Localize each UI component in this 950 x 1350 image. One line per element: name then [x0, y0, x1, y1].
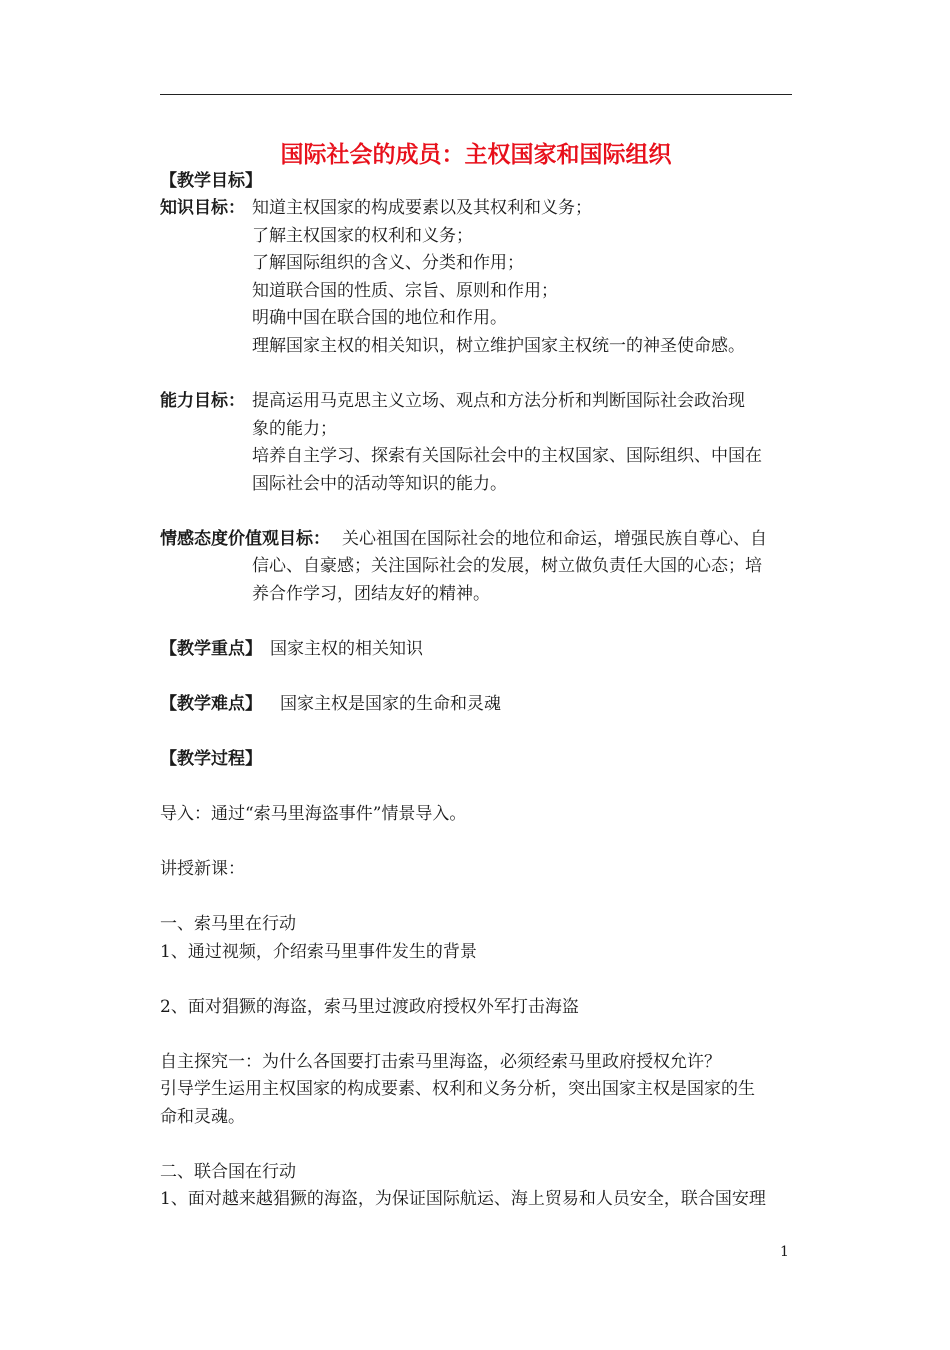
- key-point-text: 国家主权的相关知识: [270, 639, 423, 659]
- knowledge-line: 明确中国在联合国的地位和作用。: [252, 308, 507, 328]
- body-line: 2、面对猖獗的海盗，索马里过渡政府授权外军打击海盗: [160, 997, 579, 1017]
- knowledge-line: 知道主权国家的构成要素以及其权利和义务；: [252, 198, 592, 218]
- knowledge-line: 知道联合国的性质、宗旨、原则和作用；: [252, 281, 558, 301]
- ability-line: 象的能力；: [252, 419, 337, 439]
- body-line: 1、通过视频，介绍索马里事件发生的背景: [160, 942, 477, 962]
- difficulty-text: 国家主权是国家的生命和灵魂: [280, 694, 501, 714]
- difficulty-label: 【教学难点】: [160, 694, 262, 714]
- knowledge-line: 了解国际组织的含义、分类和作用；: [252, 253, 524, 273]
- body-line: 导入：通过“索马里海盗事件”情景导入。: [160, 804, 467, 824]
- section-heading: 二、联合国在行动: [160, 1162, 296, 1182]
- emotion-line: 关心祖国在国际社会的地位和命运，增强民族自尊心、自: [342, 529, 767, 549]
- body-line: 命和灵魂。: [160, 1107, 245, 1127]
- ability-label: 能力目标：: [160, 391, 245, 411]
- knowledge-line: 了解主权国家的权利和义务；: [252, 226, 473, 246]
- emotion-label: 情感态度价值观目标：: [160, 529, 330, 549]
- ability-line: 培养自主学习、探索有关国际社会中的主权国家、国际组织、中国在: [252, 446, 762, 466]
- page-number: 1: [780, 1244, 789, 1260]
- ability-line: 提高运用马克思主义立场、观点和方法分析和判断国际社会政治现: [252, 391, 745, 411]
- emotion-line: 养合作学习，团结友好的精神。: [252, 584, 490, 604]
- goals-heading: 【教学目标】: [160, 171, 262, 191]
- body-line: 讲授新课：: [160, 859, 245, 879]
- section-heading: 一、索马里在行动: [160, 914, 296, 934]
- body-line: 1、面对越来越猖獗的海盗，为保证国际航运、海上贸易和人员安全，联合国安理: [160, 1189, 766, 1209]
- knowledge-label: 知识目标：: [160, 198, 245, 218]
- emotion-line: 信心、自豪感；关注国际社会的发展，树立做负责任大国的心态；培: [252, 556, 762, 576]
- knowledge-line: 理解国家主权的相关知识，树立维护国家主权统一的神圣使命感。: [252, 336, 745, 356]
- header-rule: [160, 94, 792, 95]
- process-heading: 【教学过程】: [160, 749, 262, 769]
- ability-line: 国际社会中的活动等知识的能力。: [252, 474, 507, 494]
- body-line: 自主探究一：为什么各国要打击索马里海盗，必须经索马里政府授权允许？: [160, 1052, 721, 1072]
- body-line: 引导学生运用主权国家的构成要素、权利和义务分析，突出国家主权是国家的生: [160, 1079, 755, 1099]
- key-point-label: 【教学重点】: [160, 639, 262, 659]
- document-title: 国际社会的成员：主权国家和国际组织: [280, 142, 672, 168]
